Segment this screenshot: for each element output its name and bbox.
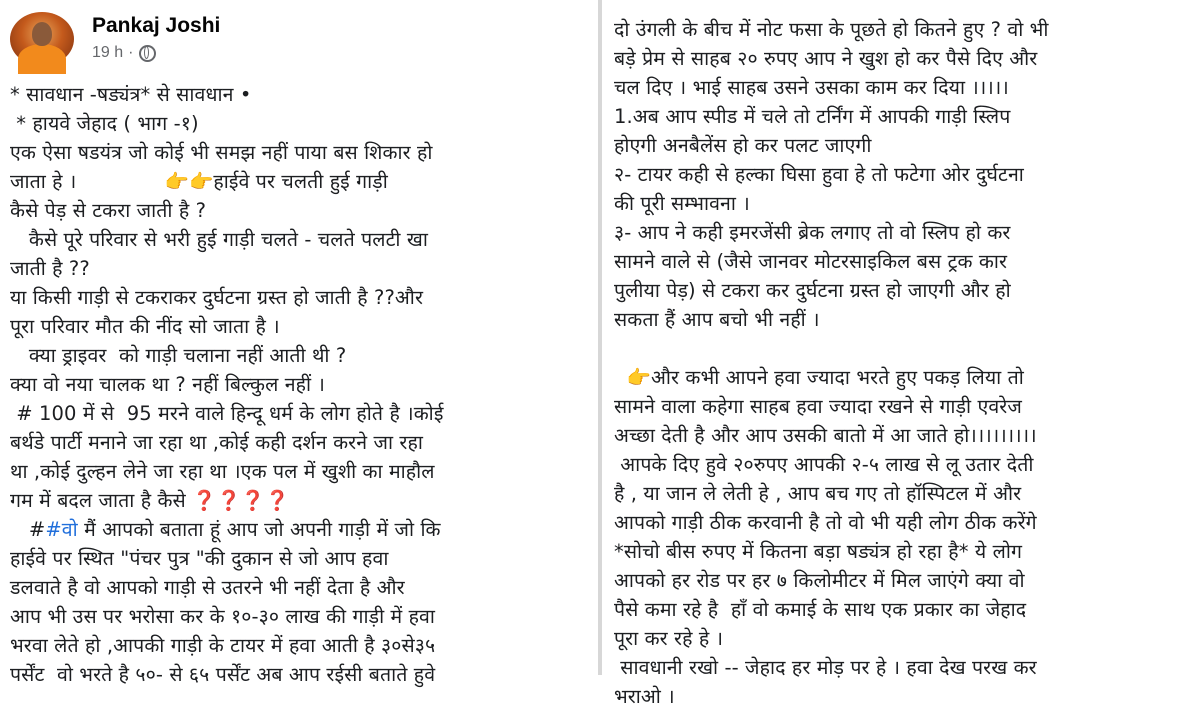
text-line: था ,कोई दुल्हन लेने जा रहा था ।एक पल में खुशी का माहौल (10, 460, 435, 483)
text-line (614, 334, 1199, 363)
post-header (10, 10, 590, 66)
text-line: अच्छा देती है और आप उसकी बातो में आ जाते हो।।।।।।।।। (614, 424, 1037, 447)
post-text-left (10, 80, 595, 689)
text-line: होएगी अनबैलेंस हो कर पलट जाएगी (614, 134, 872, 157)
text-line: सामने वाला कहेगा साहब हवा ज्यादा रखने से गाड़ी एवरेज (614, 395, 1022, 418)
text-line: आपको हर रोड पर हर ७ किलोमीटर में मिल जाएंगे क्या वो (614, 569, 1025, 592)
text-line: 1.अब आप स्पीड में चले तो टर्निंग में आपकी गाड़ी स्लिप (614, 105, 1011, 128)
text-line: डलवाते है वो आपको गाड़ी से उतरने भी नहीं देता है और (10, 576, 405, 599)
post-time[interactable]: 19 h (92, 44, 124, 61)
text-line: चल दिए । भाई साहब उसने उसका काम कर दिया ।।।।। (614, 76, 1009, 99)
text-line: पुलीया पेड़) से टकरा कर दुर्घटना ग्रस्त हो जाएगी और हो (614, 279, 1011, 302)
text-line: हाईवे पर स्थित "पंचर पुत्र "की दुकान से जो आप हवा (10, 547, 389, 570)
text-line: कैसे पूरे परिवार से भरी हुई गाड़ी चलते - चलते पलटी खा (10, 228, 428, 251)
globe-icon[interactable] (139, 45, 156, 62)
text-line: आप भी उस पर भरोसा कर के १०-३० लाख की गाड़ी में हवा (10, 605, 436, 628)
text-line-cutoff (614, 0, 1199, 15)
text-line: पूरा कर रहे हे । (614, 627, 724, 650)
text-line: सावधानी रखो -- जेहाद हर मोड़ पर हे । हवा देख परख कर (614, 656, 1037, 679)
text-line: गम में बदल जाता है कैसे ❓❓❓❓ (10, 489, 290, 512)
avatar-shoulders (18, 44, 66, 74)
text-line: एक ऐसा षडयंत्र जो कोई भी समझ नहीं पाया बस शिकार हो (10, 141, 433, 164)
left-post-panel (0, 0, 598, 686)
text-line: *सोचो बीस रुपए में कितना बड़ा षड्यंत्र हो रहा है* ये लोग (614, 540, 1023, 563)
text-line: # 100 में से 95 मरने वाले हिन्दू धर्म के लोग होते है ।कोई (10, 402, 444, 425)
text-line: सामने वाले से (जैसे जानवर मोटरसाइकिल बस ट्रक कार (614, 250, 1008, 273)
text-line: आपको गाड़ी ठीक करवानी है तो वो भी यही लोग ठीक करेंगे (614, 511, 1037, 534)
text-line: ##वो मैं आपको बताता हूं आप जो अपनी गाड़ी में जो कि (10, 518, 441, 541)
author-avatar[interactable] (10, 12, 74, 66)
text-line: भराओ । (614, 685, 675, 708)
text-line: भरवा लेते हो ,आपकी गाड़ी के टायर में हवा आती है ३०से३५ (10, 634, 436, 657)
text-line: जाता हे । 👉👉हाईवे पर चलती हुई गाड़ी (10, 170, 388, 193)
text-line: * हायवे जेहाद ( भाग -१) (10, 112, 199, 135)
post-meta (92, 44, 156, 62)
avatar-face (32, 22, 52, 46)
text-line: २- टायर कही से हल्का घिसा हुवा हे तो फटेगा ओर दुर्घटना (614, 163, 1024, 186)
text-line: बर्थडे पार्टी मनाने जा रहा था ,कोई कही दर्शन करने जा रहा (10, 431, 423, 454)
text-line: क्या वो नया चालक था ? नहीं बिल्कुल नहीं । (10, 373, 325, 396)
author-name[interactable]: Pankaj Joshi (92, 14, 221, 37)
text-line: * सावधान -षड्यंत्र* से सावधान • (10, 83, 252, 106)
text-line: 👉और कभी आपने हवा ज्यादा भरते हुए पकड़ लिया तो (626, 366, 1024, 389)
text-line: क्या ड्राइवर को गाड़ी चलाना नहीं आती थी ? (10, 344, 347, 367)
text-line: ३- आप ने कही इमरजेंसी ब्रेक लगाए तो वो स्लिप हो कर (614, 221, 1011, 244)
text-line: है , या जान ले लेती हे , आप बच गए तो हॉस्पिटल में और (614, 482, 1022, 505)
text-line: आपके दिए हुवे २०रुपए आपकी २-५ लाख से लू उतार देती (614, 453, 1034, 476)
text-line: की पूरी सम्भावना । (614, 192, 750, 215)
text-line: पूरा परिवार मौत की नींद सो जाता है । (10, 315, 280, 338)
meta-separator: · (128, 44, 134, 61)
right-post-panel (602, 0, 1200, 708)
text-line: बड़े प्रेम से साहब २० रुपए आप ने खुश हो कर पैसे दिए और (614, 47, 1038, 70)
text-line: सकता हैं आप बचो भी नहीं । (614, 308, 820, 331)
text-line: दो उंगली के बीच में नोट फसा के पूछते हो कितने हुए ? वो भी (614, 18, 1049, 41)
text-line: या किसी गाड़ी से टकराकर दुर्घटना ग्रस्त हो जाती है ??और (10, 286, 424, 309)
text-line: पैसे कमा रहे है हाँ वो कमाई के साथ एक प्रकार का जेहाद (614, 598, 1027, 621)
post-text-right (614, 0, 1199, 711)
text-line: कैसे पेड़ से टकरा जाती है ? (10, 199, 207, 222)
text-line: पर्सेंट वो भरते है ५०- से ६५ पर्सेंट अब आप रईसी बताते हुवे (10, 663, 436, 686)
text-line: जाती है ?? (10, 257, 90, 280)
